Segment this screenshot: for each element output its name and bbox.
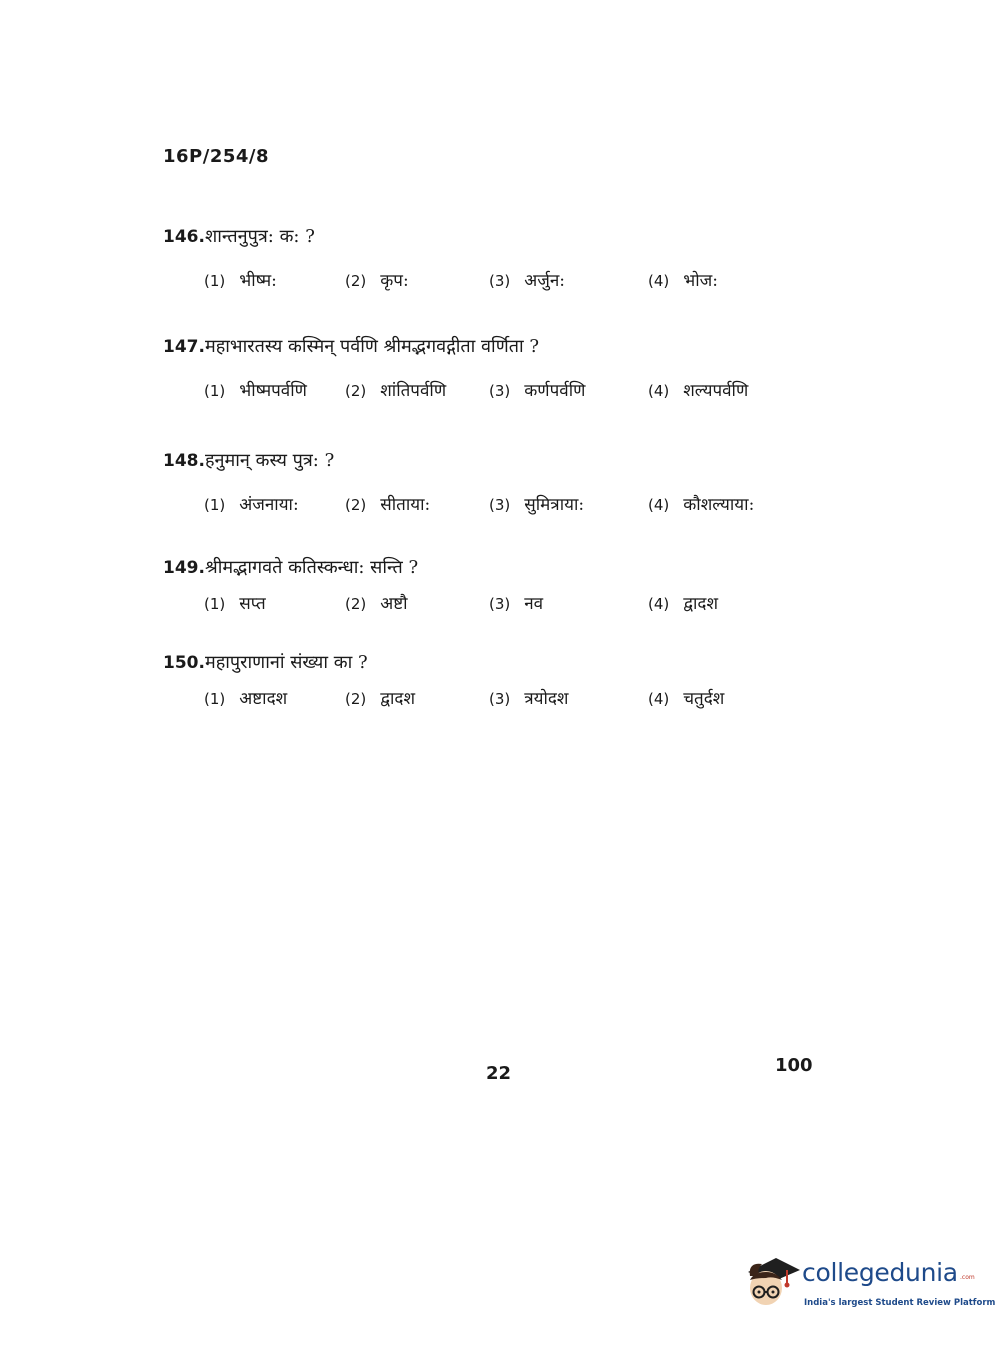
option-3	[489, 492, 584, 515]
question-line	[163, 555, 803, 579]
option-4	[648, 378, 748, 401]
option-text: सप्त	[239, 594, 266, 614]
question-number: 149.	[163, 558, 205, 578]
options-row	[163, 378, 803, 406]
option-2	[345, 591, 408, 614]
option-text: भीष्म:	[239, 271, 277, 291]
options-row	[163, 492, 803, 520]
option-number: (3)	[489, 496, 511, 514]
option-number: (3)	[489, 595, 511, 613]
option-number: (1)	[204, 272, 226, 290]
option-number: (3)	[489, 690, 511, 708]
option-text: शांतिपर्वणि	[380, 381, 447, 401]
paper-code: 16P/254/8	[163, 146, 269, 167]
option-number: (4)	[648, 272, 670, 290]
option-text: अर्जुन:	[524, 271, 566, 291]
question-number: 150.	[163, 653, 205, 673]
option-number: (4)	[648, 690, 670, 708]
option-text: द्वादश	[380, 689, 416, 709]
question-line	[163, 224, 803, 248]
mascot-icon	[742, 1250, 802, 1310]
option-text: नव	[524, 594, 544, 614]
option-number: (2)	[345, 496, 367, 514]
option-3	[489, 268, 565, 291]
option-text: अंजनाया:	[239, 495, 299, 515]
option-number: (4)	[648, 382, 670, 400]
question-text: हनुमान् कस्य पुत्र: ?	[204, 450, 335, 471]
question-146	[163, 224, 803, 296]
question-149	[163, 555, 803, 619]
option-text: द्वादश	[683, 594, 719, 614]
option-number: (4)	[648, 496, 670, 514]
question-number: 146.	[163, 227, 205, 247]
option-3	[489, 591, 543, 614]
option-4	[648, 492, 754, 515]
question-number: 148.	[163, 451, 205, 471]
option-number: (1)	[204, 595, 226, 613]
option-number: (2)	[345, 382, 367, 400]
option-3	[489, 686, 568, 709]
question-line	[163, 448, 803, 472]
question-148	[163, 448, 803, 520]
option-1	[204, 686, 287, 709]
option-number: (4)	[648, 595, 670, 613]
option-1	[204, 492, 299, 515]
option-text: त्रयोदश	[524, 689, 569, 709]
option-text: सुमित्राया:	[524, 495, 585, 515]
options-row	[163, 686, 803, 714]
question-text: शान्तनुपुत्र: क: ?	[204, 226, 315, 247]
question-text: महापुराणानां संख्या का ?	[204, 652, 368, 673]
option-number: (1)	[204, 496, 226, 514]
brand-name: collegedunia	[802, 1258, 958, 1287]
option-2	[345, 268, 409, 291]
question-text: महाभारतस्य कस्मिन् पर्वणि श्रीमद्भगवद्गीता वर्णिता ?	[204, 336, 540, 357]
question-text: श्रीमद्भागवते कतिस्कन्धा: सन्ति ?	[204, 557, 419, 578]
question-line	[163, 650, 803, 674]
option-2	[345, 686, 415, 709]
option-number: (1)	[204, 690, 226, 708]
option-4	[648, 268, 718, 291]
option-4	[648, 686, 724, 709]
option-number: (3)	[489, 382, 511, 400]
options-row	[163, 268, 803, 296]
option-text: कौशल्याया:	[683, 495, 755, 515]
option-number: (2)	[345, 595, 367, 613]
option-text: चतुर्दश	[683, 689, 725, 709]
option-text: भोज:	[683, 271, 718, 291]
option-text: भीष्मपर्वणि	[239, 381, 307, 401]
option-3	[489, 378, 585, 401]
option-text: अष्टौ	[380, 594, 408, 614]
page-number: 22	[486, 1063, 512, 1084]
option-2	[345, 378, 446, 401]
brand-tagline: India's largest Student Review Platform	[804, 1298, 996, 1308]
option-1	[204, 378, 307, 401]
question-number: 147.	[163, 337, 205, 357]
option-text: सीताया:	[380, 495, 431, 515]
option-text: कर्णपर्वणि	[524, 381, 586, 401]
question-147	[163, 334, 803, 406]
total-marks: 100	[775, 1055, 813, 1076]
option-number: (2)	[345, 272, 367, 290]
option-text: शल्यपर्वणि	[683, 381, 749, 401]
option-1	[204, 591, 266, 614]
options-row	[163, 591, 803, 619]
option-number: (2)	[345, 690, 367, 708]
brand-tld: .com	[960, 1274, 975, 1281]
option-text: कृप:	[380, 271, 409, 291]
option-number: (1)	[204, 382, 226, 400]
option-4	[648, 591, 718, 614]
question-line	[163, 334, 803, 358]
question-150	[163, 650, 803, 714]
option-1	[204, 268, 277, 291]
option-text: अष्टादश	[239, 689, 288, 709]
brand-logo	[742, 1250, 996, 1312]
option-number: (3)	[489, 272, 511, 290]
option-2	[345, 492, 430, 515]
